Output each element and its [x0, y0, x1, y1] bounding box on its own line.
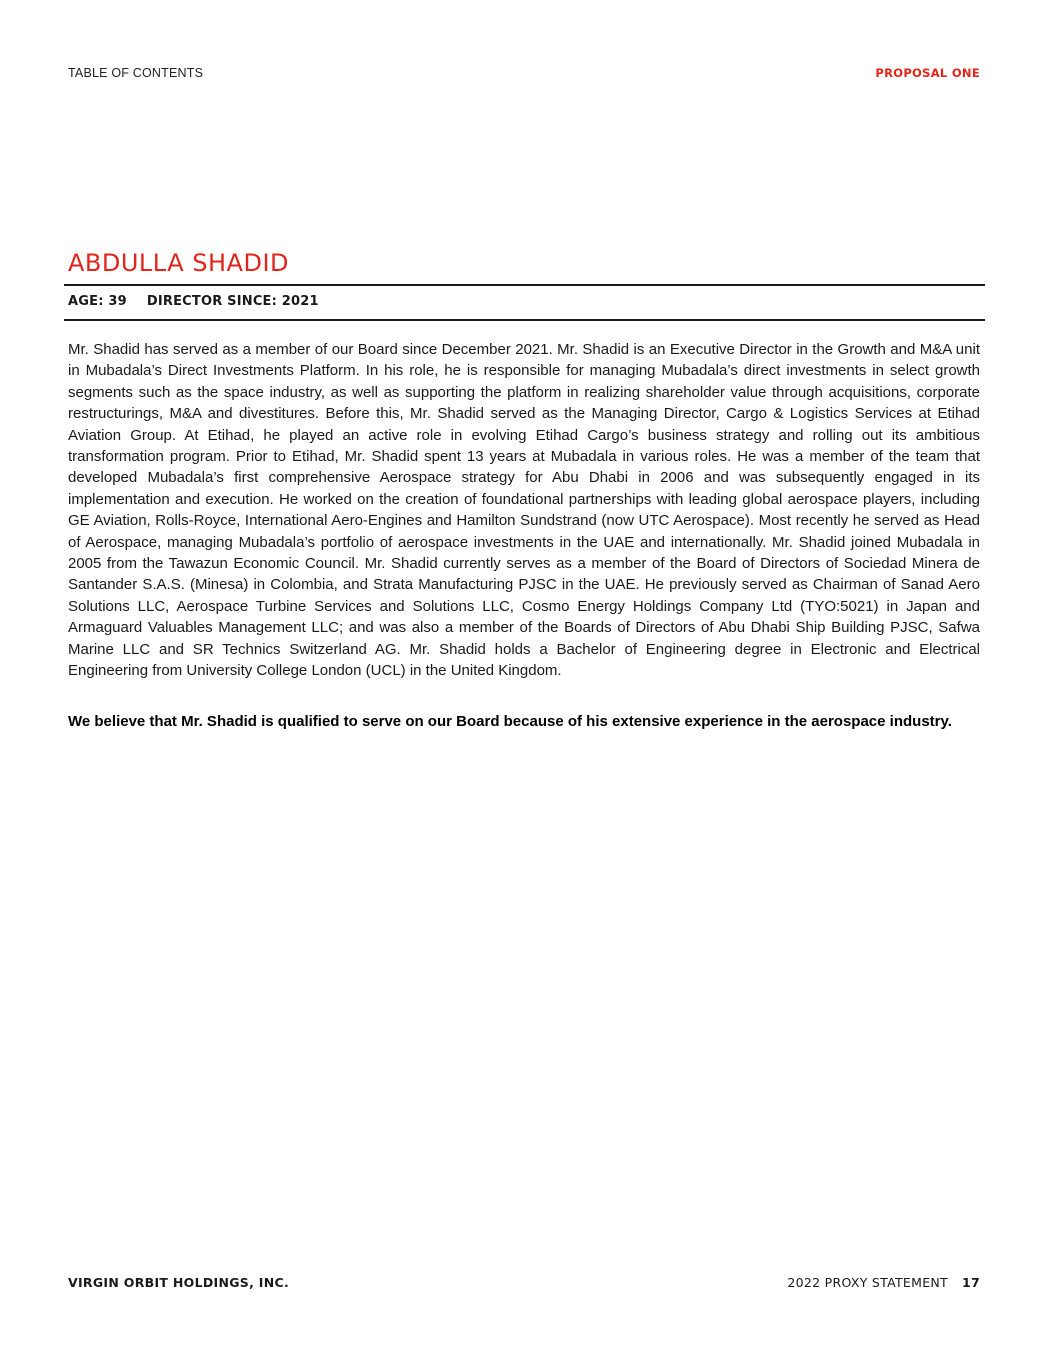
page-number: 17: [962, 1275, 980, 1290]
director-biography: Mr. Shadid has served as a member of our Board since December 2021. Mr. Shadid is an Executive Director in the Growth and M&A unit in Mubadala’s Direct Investments Platform. In his role, he is responsible for managing Mubadala’s direct investments in select growth segments such as the space industry, as well as supporting the platform in realizing shareholder value through acquisitions, corporate restructurings, M&A and divestitures. Before this, Mr. Shadid served as the Managing Director, Cargo & Logistics Services at Etihad Aviation Group. At Etihad, he played an active role in evolving Etihad Cargo’s business strategy and rolling out its ambitious transformation program. Prior to Etihad, Mr. Shadid spent 13 years at Mubadala in various roles. He was a member of the team that developed Mubadala’s first comprehensive Aerospace strategy for Abu Dhabi in 2006 and was subsequently engaged in its implementation and execution. He worked on the creation of foundational partnerships with leading global aerospace players, including GE Aviation, Rolls-Royce, International Aero-Engines and Hamilton Sundstrand (now UTC Aerospace). Most recently he served as Head of Aerospace, managing Mubadala’s portfolio of aerospace investments in the UAE and internationally. Mr. Shadid joined Mubadala in 2005 from the Tawazun Economic Council. Mr. Shadid currently serves as a member of the Board of Directors of Sociedad Minera de Santander S.A.S. (Minesa) in Colombia, and Strata Manufacturing PJSC in the UAE. He previously served as Chairman of Sanad Aero Solutions LLC, Aerospace Turbine Services and Solutions LLC, Cosmo Energy Holdings Company Ltd (TYO:5021) in Japan and Armaguard Valuables Management LLC; and was also a member of the Boards of Directors of Abu Dhabi Ship Building PJSC, Safwa Marine LLC and SR Technics Switzerland AG. Mr. Shadid holds a Bachelor of Engineering degree in Electronic and Electrical Engineering from University College London (UCL) in the United Kingdom.: [68, 341, 980, 680]
director-age: AGE: 39: [68, 294, 127, 309]
section-label: PROPOSAL ONE: [875, 66, 980, 80]
footer-document-info: [787, 1275, 980, 1290]
top-divider: [64, 284, 985, 286]
bottom-divider: [64, 319, 985, 321]
director-since: DIRECTOR SINCE: 2021: [146, 294, 319, 309]
footer-document-title: 2022 PROXY STATEMENT: [787, 1275, 948, 1290]
director-meta: [68, 294, 319, 309]
table-of-contents-link[interactable]: TABLE OF CONTENTS: [68, 66, 204, 80]
footer-company-name: VIRGIN ORBIT HOLDINGS, INC.: [68, 1275, 290, 1290]
director-name: ABDULLA SHADID: [68, 249, 290, 277]
qualification-statement: We believe that Mr. Shadid is qualified to serve on our Board because of his extensive experience in the aerospace industry.: [68, 713, 952, 730]
